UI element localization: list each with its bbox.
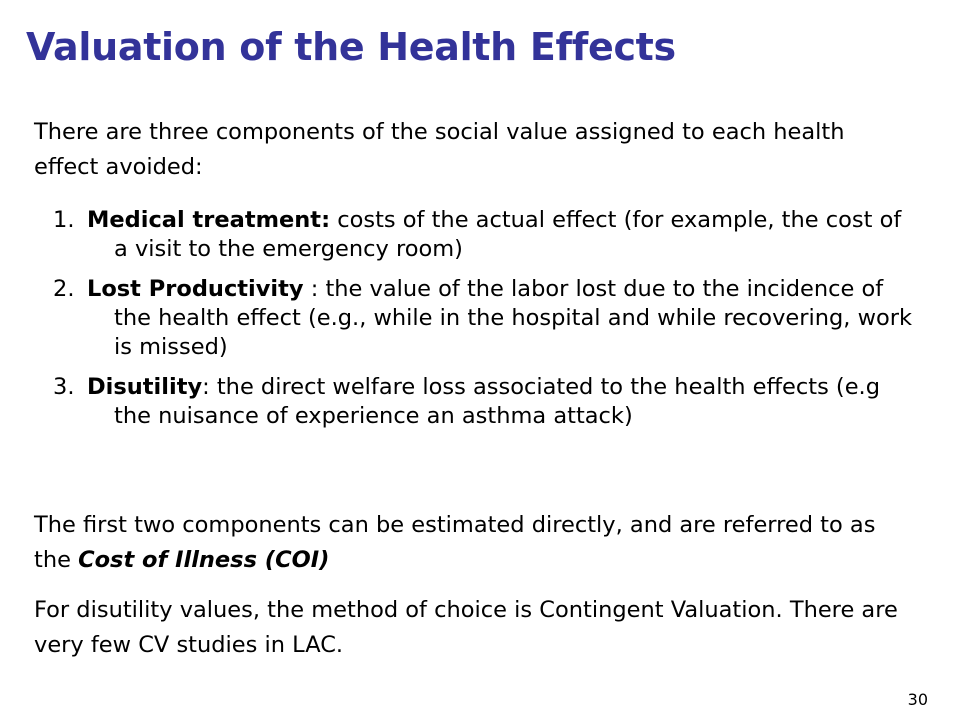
item-term: Disutility bbox=[87, 374, 203, 400]
item-description: : the value of the labor lost due to the incidence of the health effect (e.g., while in the hospital and while recovering, work is missed) bbox=[114, 276, 913, 360]
page-number: 30 bbox=[907, 690, 928, 709]
item-number: 3. bbox=[53, 374, 75, 400]
item-number: 2. bbox=[53, 276, 75, 302]
list-item bbox=[53, 275, 913, 362]
coi-paragraph bbox=[34, 508, 904, 578]
item-description: costs of the actual effect (for example, the cost of a visit to the emergency room) bbox=[114, 207, 902, 262]
components-list bbox=[53, 206, 913, 442]
intro-paragraph: There are three components of the social value assigned to each health effect avoided: bbox=[34, 119, 845, 180]
coi-text: The first two components can be estimated directly, and are referred to as the bbox=[34, 512, 876, 573]
slide-title: Valuation of the Health Effects bbox=[26, 25, 676, 69]
list-item bbox=[53, 373, 913, 431]
item-number: 1. bbox=[53, 207, 75, 233]
list-item bbox=[53, 206, 913, 264]
item-term: Medical treatment: bbox=[87, 207, 331, 233]
item-description: : the direct welfare loss associated to the health effects (e.g the nuisance of experience an asthma attack) bbox=[114, 374, 880, 429]
item-term: Lost Productivity bbox=[87, 276, 304, 302]
cv-paragraph: For disutility values, the method of choice is Contingent Valuation. There are very few CV studies in LAC. bbox=[34, 597, 898, 658]
coi-term: Cost of Illness (COI) bbox=[78, 547, 330, 573]
